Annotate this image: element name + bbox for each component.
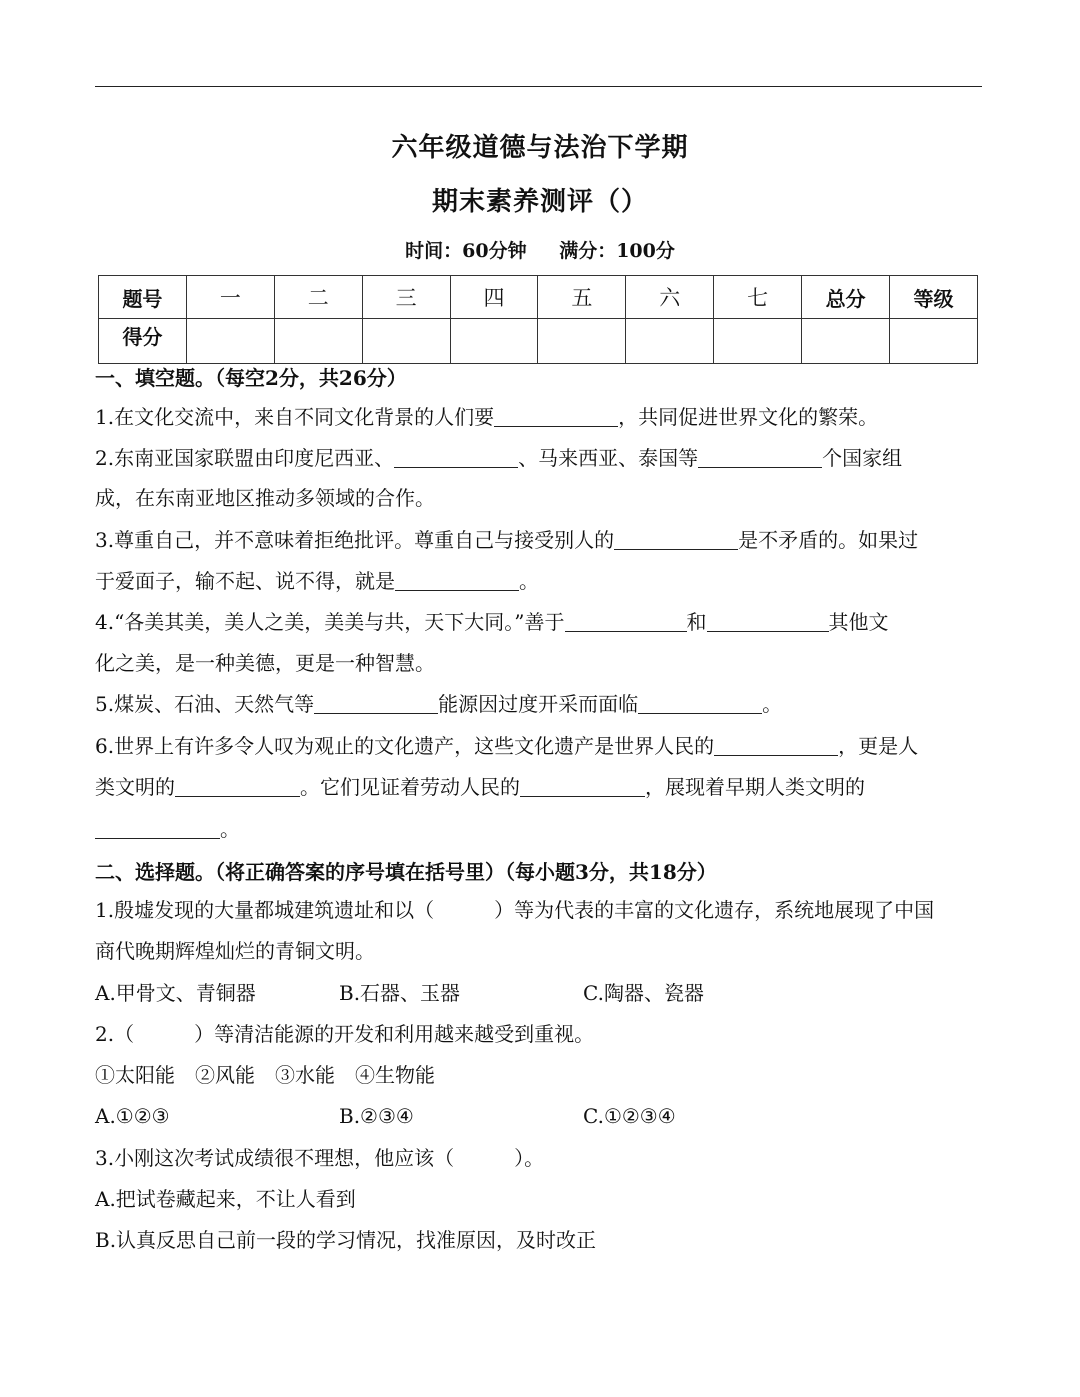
option-a[interactable]: A.①②③ (95, 1104, 170, 1128)
answer-blank[interactable] (520, 776, 645, 797)
question-1-6 (95, 732, 982, 760)
option-b[interactable]: B.认真反思自己前一段的学习情况，找准原因，及时改正 (95, 1228, 597, 1252)
question-text: ，更是人 (838, 734, 919, 758)
question-1-4-cont: 化之美，是一种美德，更是一种智慧。 (95, 651, 435, 675)
exam-full-score: 满分：100分 (559, 240, 675, 262)
answer-blank[interactable] (395, 570, 519, 591)
score-cell-grade: 等级 (890, 276, 978, 319)
answer-blank[interactable] (698, 447, 822, 468)
question-text: 和 (686, 610, 707, 634)
score-cell-4: 四 (450, 276, 538, 319)
question-text: 1.在文化交流中，来自不同文化背景的人们要 (95, 405, 495, 429)
score-entry[interactable] (274, 319, 362, 364)
question-text: 3.尊重自己，并不意味着拒绝批评。尊重自己与接受别人的 (95, 528, 615, 552)
question-1-6-cont (95, 773, 982, 801)
question-1-3-cont (95, 567, 982, 595)
answer-blank[interactable] (565, 611, 687, 632)
exam-meta (0, 236, 1080, 263)
score-entry[interactable] (186, 319, 274, 364)
question-text: 。 (220, 817, 240, 841)
question-text: 2.东南亚国家联盟由印度尼西亚、 (95, 446, 395, 470)
answer-blank[interactable] (707, 611, 829, 632)
score-entry[interactable] (538, 319, 626, 364)
score-table-score-row (99, 319, 978, 364)
score-cell-5: 五 (538, 276, 626, 319)
option-a[interactable]: A.把试卷藏起来，不让人看到 (95, 1187, 356, 1211)
question-text: 6.世界上有许多令人叹为观止的文化遗产，这些文化遗产是世界人民的 (95, 734, 715, 758)
question-text: 、马来西亚、泰国等 (518, 446, 699, 470)
answer-blank[interactable] (314, 693, 438, 714)
score-cell-2: 二 (274, 276, 362, 319)
answer-blank[interactable] (494, 406, 618, 427)
question-text: 能源因过度开采而面临 (438, 692, 639, 716)
answer-blank[interactable] (614, 529, 738, 550)
question-text: 4.“各美其美，美人之美，美美与共，天下大同。”善于 (95, 610, 565, 634)
score-entry[interactable] (802, 319, 890, 364)
score-entry[interactable] (714, 319, 802, 364)
score-cell-label: 题号 (99, 276, 187, 319)
answer-blank[interactable] (638, 693, 762, 714)
answer-blank[interactable] (95, 818, 220, 839)
question-text: 是不矛盾的。如果过 (738, 528, 919, 552)
option-a[interactable]: A.甲骨文、青铜器 (95, 981, 256, 1005)
option-b[interactable]: B.石器、玉器 (339, 981, 461, 1005)
question-text: 个国家组 (822, 446, 903, 470)
question-text: 于爱面子，输不起、说不得，就是 (95, 569, 395, 593)
question-2-1-options (95, 979, 982, 1007)
score-cell-total: 总分 (802, 276, 890, 319)
option-c[interactable]: C.陶器、瓷器 (583, 981, 704, 1005)
score-entry[interactable] (450, 319, 538, 364)
answer-blank[interactable] (394, 447, 518, 468)
question-text: 5.煤炭、石油、天然气等 (95, 692, 315, 716)
question-text: ，共同促进世界文化的繁荣。 (618, 405, 879, 429)
score-entry[interactable] (890, 319, 978, 364)
question-2-1-cont: 商代晚期辉煌灿烂的青铜文明。 (95, 939, 375, 963)
score-table (98, 275, 978, 364)
answer-blank[interactable] (714, 735, 838, 756)
question-2-1: 1.殷墟发现的大量都城建筑遗址和以（ ）等为代表的丰富的文化遗存，系统地展现了中国 (95, 898, 935, 922)
score-table-header-row (99, 276, 978, 319)
question-text: 其他文 (828, 610, 889, 634)
section2-heading: 二、选择题。（将正确答案的序号填在括号里）（每小题3分，共18分） (95, 860, 717, 884)
exam-time: 时间：60分钟 (405, 240, 527, 262)
question-1-5 (95, 690, 982, 718)
score-row-label: 得分 (99, 319, 187, 364)
question-2-2-options (95, 1102, 982, 1130)
question-text: 。它们见证着劳动人民的 (300, 775, 520, 799)
question-1-2 (95, 444, 982, 472)
score-cell-1: 一 (186, 276, 274, 319)
exam-subtitle: 期末素养测评（） (431, 187, 648, 217)
exam-title: 六年级道德与法治下学期 (391, 133, 689, 163)
answer-blank[interactable] (175, 776, 300, 797)
question-text: 。 (762, 692, 783, 716)
question-1-2-cont: 成，在东南亚地区推动多领域的合作。 (95, 486, 435, 510)
score-cell-6: 六 (626, 276, 714, 319)
question-2-2-items: ①太阳能 ②风能 ③水能 ④生物能 (95, 1063, 435, 1087)
question-text: 类文明的 (95, 775, 175, 799)
question-1-4 (95, 608, 982, 636)
header-rule (95, 86, 982, 87)
question-1-3 (95, 526, 982, 554)
score-entry[interactable] (362, 319, 450, 364)
section1-heading: 一、填空题。（每空2分，共26分） (95, 366, 407, 390)
score-entry[interactable] (626, 319, 714, 364)
option-c[interactable]: C.①②③④ (583, 1104, 676, 1128)
score-cell-3: 三 (362, 276, 450, 319)
score-cell-7: 七 (714, 276, 802, 319)
question-1-6-cont2 (95, 815, 982, 843)
question-2-2: 2.（ ）等清洁能源的开发和利用越来越受到重视。 (95, 1022, 595, 1046)
question-text: 。 (519, 569, 539, 593)
question-text: ，展现着早期人类文明的 (645, 775, 865, 799)
question-2-3: 3.小刚这次考试成绩很不理想，他应该（ ）。 (95, 1146, 545, 1170)
question-1-1 (95, 403, 982, 431)
option-b[interactable]: B.②③④ (339, 1104, 414, 1128)
